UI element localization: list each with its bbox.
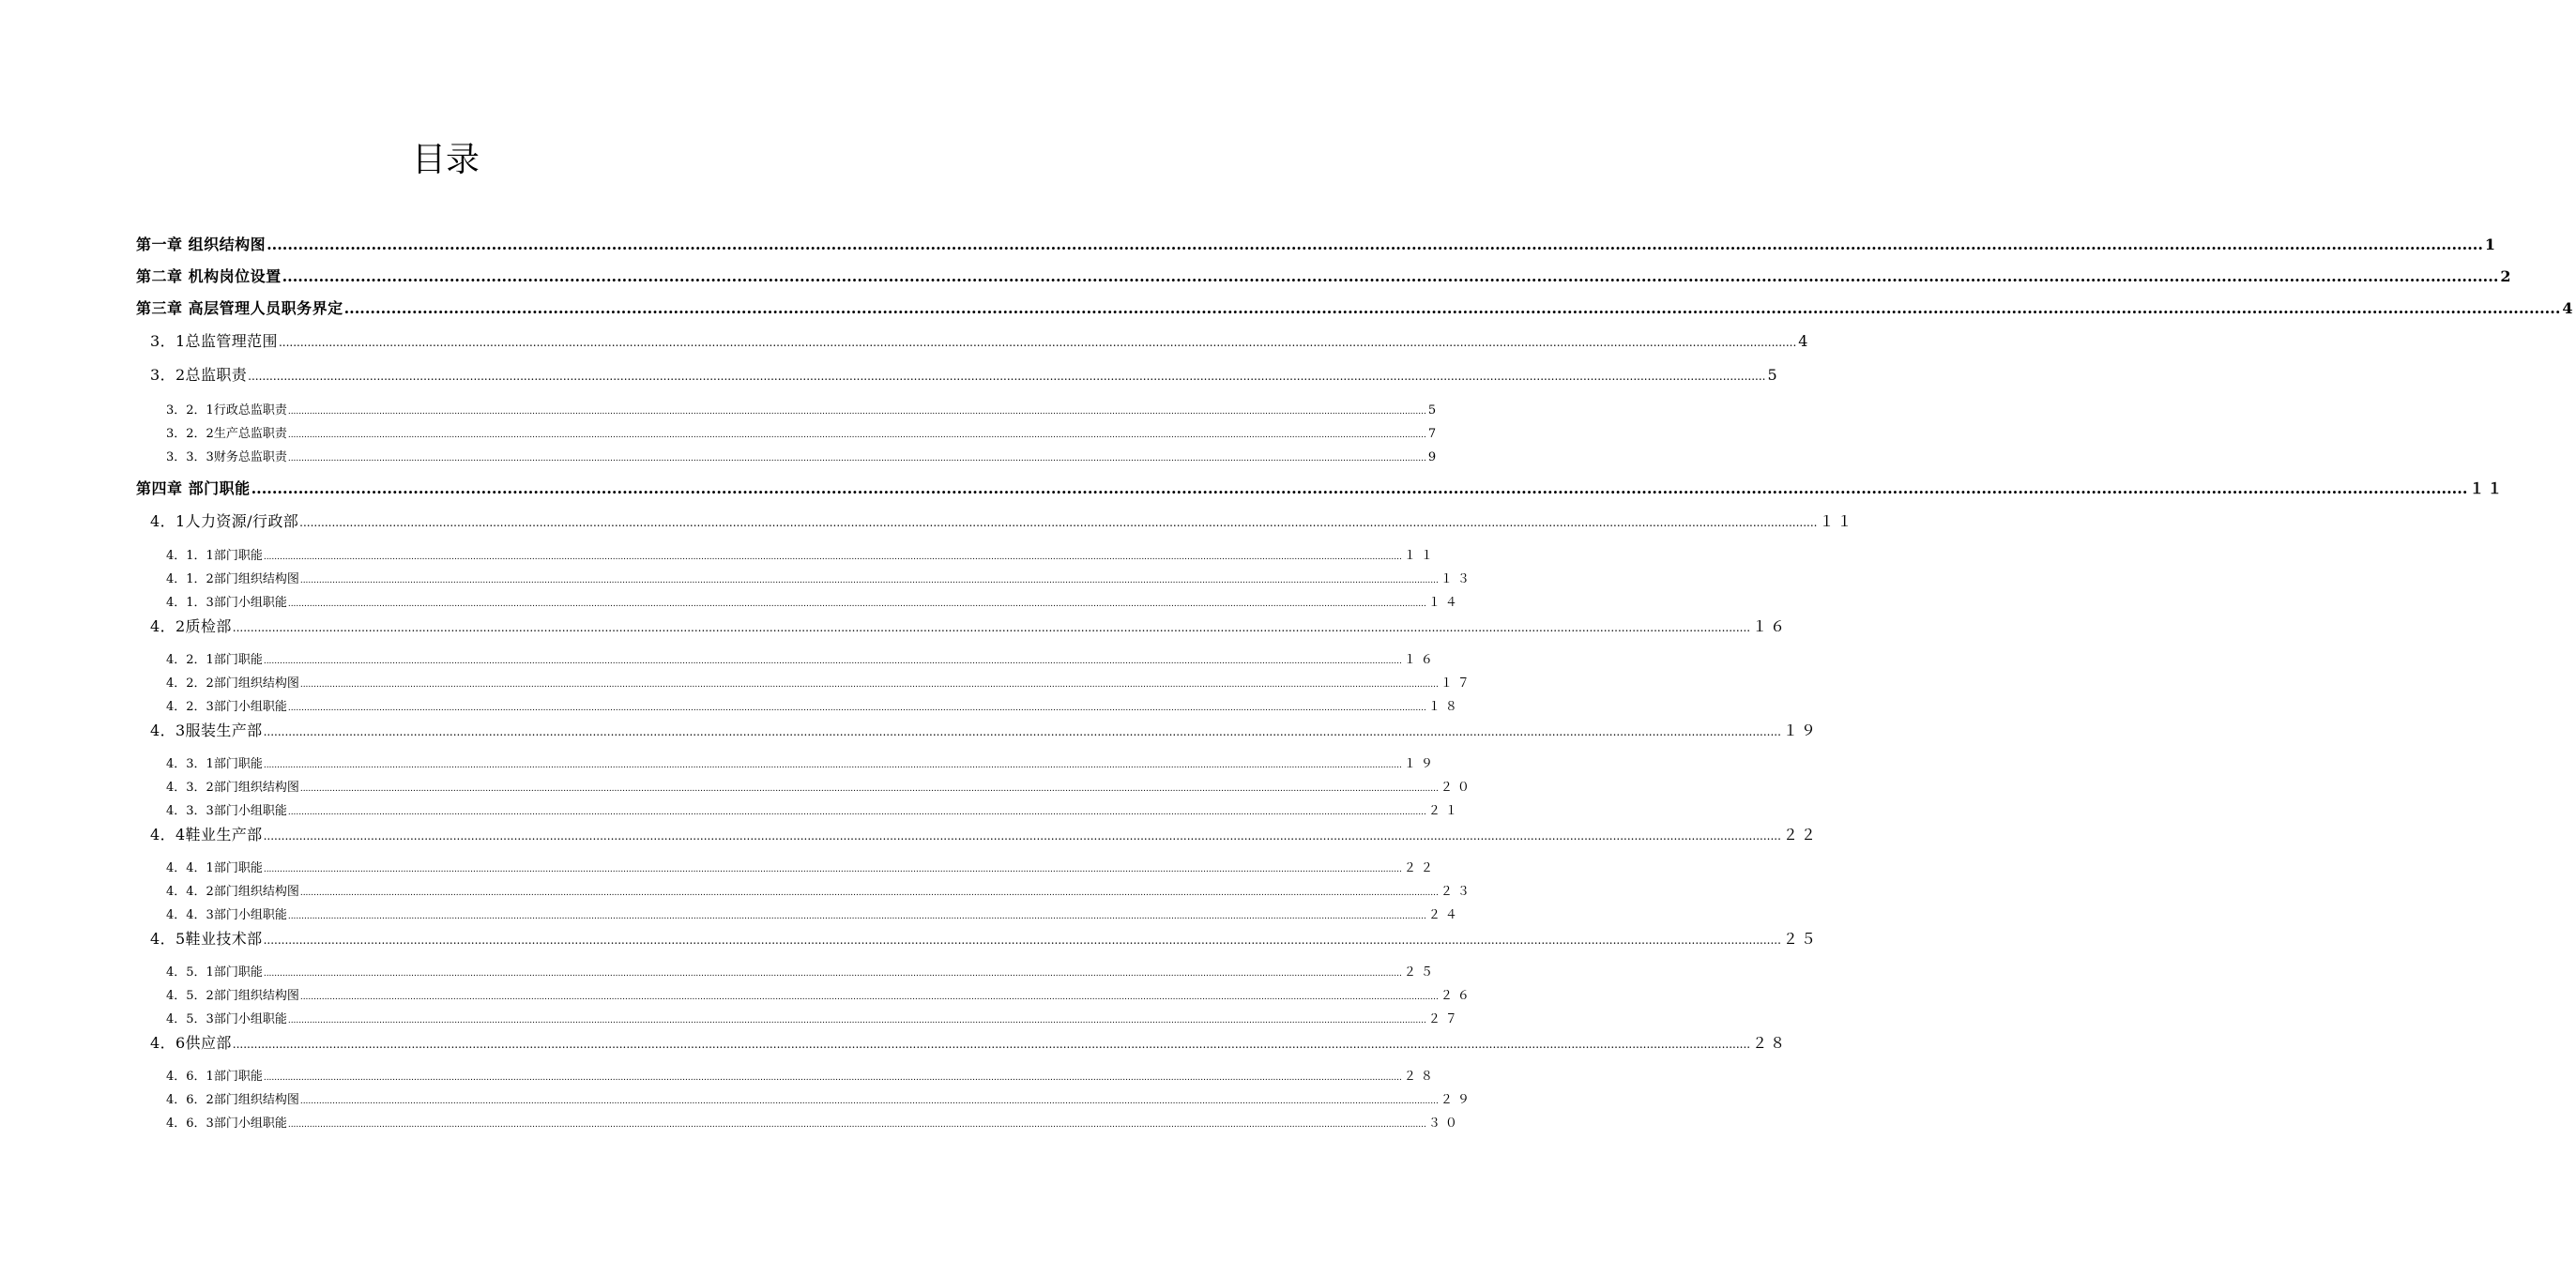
toc-dot-leader: [288, 1016, 1426, 1026]
toc-dot-leader: [264, 1073, 1402, 1083]
toc-dot-leader: [288, 1120, 1426, 1130]
toc-entry[interactable]: [150, 927, 1819, 950]
toc-entry[interactable]: [166, 1009, 1462, 1027]
toc-entry[interactable]: [136, 477, 2506, 499]
toc-page-number: １１: [2469, 479, 2506, 497]
toc-dot-leader: [288, 912, 1426, 921]
toc-entry[interactable]: [166, 1089, 1474, 1108]
toc-page-number: ２０: [1440, 781, 1474, 795]
toc-entry[interactable]: [150, 719, 1819, 741]
toc-entry[interactable]: [166, 592, 1462, 611]
toc-entry-label: 4．1人力资源/行政部: [150, 512, 299, 530]
toc-entry-label: 4．5．1部门职能: [166, 965, 263, 980]
toc-entry-label: 4．4．3部门小组职能: [166, 908, 287, 922]
toc-entry[interactable]: [166, 881, 1474, 900]
toc-entry[interactable]: [166, 904, 1462, 923]
page-title: 目录: [411, 141, 480, 179]
toc-page-number: ２２: [1782, 826, 1819, 843]
toc-entry-label: 4．3服装生产部: [150, 722, 263, 739]
toc-entry[interactable]: [150, 363, 1780, 386]
toc-entry[interactable]: [166, 423, 1441, 442]
toc-entry[interactable]: [166, 800, 1462, 819]
toc-page-number: 2: [2500, 267, 2514, 285]
toc-entry[interactable]: [166, 649, 1438, 668]
toc-entry-label: 4．4鞋业生产部: [150, 826, 263, 843]
toc-entry-label: 4．5．2部门组织结构图: [166, 989, 299, 1003]
toc-entry[interactable]: [150, 823, 1819, 845]
toc-entry-label: 第四章 部门职能: [136, 479, 251, 497]
toc-entry-label: 4．6供应部: [150, 1034, 232, 1052]
toc-dot-leader: [264, 657, 1402, 666]
toc-entry[interactable]: [150, 329, 1811, 352]
toc-page-number: ２２: [1403, 861, 1438, 875]
toc-page-number: 7: [1427, 427, 1441, 441]
toc-entry-label: 4．6．3部门小组职能: [166, 1117, 287, 1131]
toc-entry[interactable]: [166, 1066, 1438, 1085]
toc-page-number: ３０: [1427, 1117, 1462, 1131]
toc-dot-leader: [264, 934, 1781, 947]
toc-entry-label: 4．5鞋业技术部: [150, 930, 263, 948]
toc-page-number: １１: [1403, 549, 1438, 563]
toc-dot-leader: [248, 370, 1765, 383]
toc-dot-leader: [279, 336, 1796, 349]
toc-page-number: １４: [1427, 596, 1462, 610]
toc-entry-label: 4．3．1部门职能: [166, 757, 263, 771]
toc-page-number: １９: [1403, 757, 1438, 771]
toc-page-number: ２１: [1427, 804, 1462, 818]
toc-entry[interactable]: [166, 1113, 1462, 1132]
toc-page-number: ２５: [1403, 965, 1438, 980]
toc-dot-leader: [282, 267, 2499, 285]
toc-entry[interactable]: [166, 858, 1438, 876]
toc-page-number: 9: [1427, 450, 1441, 464]
toc-entry-label: 4．2．2部门组织结构图: [166, 676, 299, 691]
toc-dot-leader: [264, 725, 1781, 738]
toc-dot-leader: [300, 993, 1439, 1002]
toc-entry[interactable]: [136, 296, 2576, 319]
toc-entry-label: 4．2．3部门小组职能: [166, 700, 287, 714]
toc-entry-label: 4．1．2部门组织结构图: [166, 572, 299, 586]
toc-dot-leader: [300, 576, 1439, 585]
toc-entry-label: 3．2．1行政总监职责: [166, 403, 287, 418]
toc-dot-leader: [288, 431, 1426, 440]
toc-entry[interactable]: [150, 1031, 1789, 1054]
toc-dot-leader: [288, 704, 1426, 713]
toc-page-number: ２３: [1440, 885, 1474, 899]
toc-page-number: 5: [1427, 403, 1441, 418]
toc-entry-label: 第二章 机构岗位设置: [136, 267, 282, 285]
toc-entry[interactable]: [136, 265, 2514, 287]
toc-entry-label: 4．3．2部门组织结构图: [166, 781, 299, 795]
toc-entry-label: 4．5．3部门小组职能: [166, 1012, 287, 1026]
toc-entry[interactable]: [166, 985, 1474, 1004]
toc-entry-label: 4．4．2部门组织结构图: [166, 885, 299, 899]
toc-dot-leader: [300, 784, 1439, 794]
toc-dot-leader: [233, 621, 1750, 634]
toc-page-number: 4: [2562, 299, 2576, 317]
toc-entry[interactable]: [136, 233, 2499, 255]
toc-dot-leader: [300, 889, 1439, 898]
toc-page-number: １９: [1782, 722, 1819, 739]
toc-entry-label: 4．6．1部门职能: [166, 1070, 263, 1084]
toc-entry-label: 3．2．2生产总监职责: [166, 427, 287, 441]
toc-entry-label: 4．2质检部: [150, 617, 232, 635]
toc-dot-leader: [299, 516, 1817, 529]
toc-dot-leader: [344, 299, 2561, 317]
toc-page-number: １６: [1403, 653, 1438, 667]
toc-entry-label: 3．1总监管理范围: [150, 332, 278, 350]
toc-page-number: ２８: [1403, 1070, 1438, 1084]
toc-entry-label: 第三章 高层管理人员职务界定: [136, 299, 343, 317]
toc-page-number: 1: [2484, 235, 2499, 253]
toc-entry-label: 3．3．3财务总监职责: [166, 450, 287, 464]
toc-page-number: ２６: [1440, 989, 1474, 1003]
toc-entry-label: 第一章 组织结构图: [136, 235, 267, 253]
toc-page-number: ２４: [1427, 908, 1462, 922]
toc-entry-label: 4．1．1部门职能: [166, 549, 263, 563]
toc-entry[interactable]: [150, 509, 1855, 532]
toc-entry[interactable]: [166, 447, 1441, 465]
toc-dot-leader: [267, 235, 2483, 253]
toc-page-number: ２８: [1752, 1034, 1789, 1052]
toc-entry[interactable]: [166, 962, 1438, 980]
toc-entry-label: 4．2．1部门职能: [166, 653, 263, 667]
toc-entry-label: 4．4．1部门职能: [166, 861, 263, 875]
toc-dot-leader: [300, 680, 1439, 690]
toc-entry[interactable]: [166, 400, 1441, 418]
toc-dot-leader: [264, 553, 1402, 562]
toc-dot-leader: [288, 407, 1426, 417]
toc-entry[interactable]: [166, 696, 1462, 715]
toc-dot-leader: [288, 454, 1426, 463]
toc-entry-label: 4．3．3部门小组职能: [166, 804, 287, 818]
toc-entry-label: 4．6．2部门组织结构图: [166, 1093, 299, 1107]
toc-page-number: １７: [1440, 676, 1474, 691]
toc-page-number: １６: [1752, 617, 1789, 635]
toc-entry[interactable]: [166, 777, 1474, 796]
toc-page-number: ２７: [1427, 1012, 1462, 1026]
toc-dot-leader: [252, 479, 2468, 497]
toc-page-number: ２９: [1440, 1093, 1474, 1107]
toc-page-number: ２５: [1782, 930, 1819, 948]
toc-dot-leader: [233, 1038, 1750, 1051]
toc-dot-leader: [264, 829, 1781, 843]
toc-entry[interactable]: [166, 673, 1474, 691]
toc-dot-leader: [264, 761, 1402, 770]
toc-page-number: 4: [1798, 332, 1811, 350]
toc-page-number: １１: [1819, 512, 1855, 530]
toc-dot-leader: [264, 865, 1402, 874]
toc-dot-leader: [300, 1097, 1439, 1106]
toc-dot-leader: [288, 600, 1426, 609]
toc-entry[interactable]: [150, 615, 1789, 637]
toc-page-number: １３: [1440, 572, 1474, 586]
toc-entry[interactable]: [166, 545, 1438, 564]
toc-page-number: １８: [1427, 700, 1462, 714]
toc-entry-label: 4．1．3部门小组职能: [166, 596, 287, 610]
toc-entry[interactable]: [166, 569, 1474, 587]
toc-page-number: 5: [1767, 366, 1780, 384]
toc-dot-leader: [288, 808, 1426, 817]
toc-entry[interactable]: [166, 753, 1438, 772]
toc-dot-leader: [264, 969, 1402, 979]
toc-entry-label: 3．2总监职责: [150, 366, 248, 384]
